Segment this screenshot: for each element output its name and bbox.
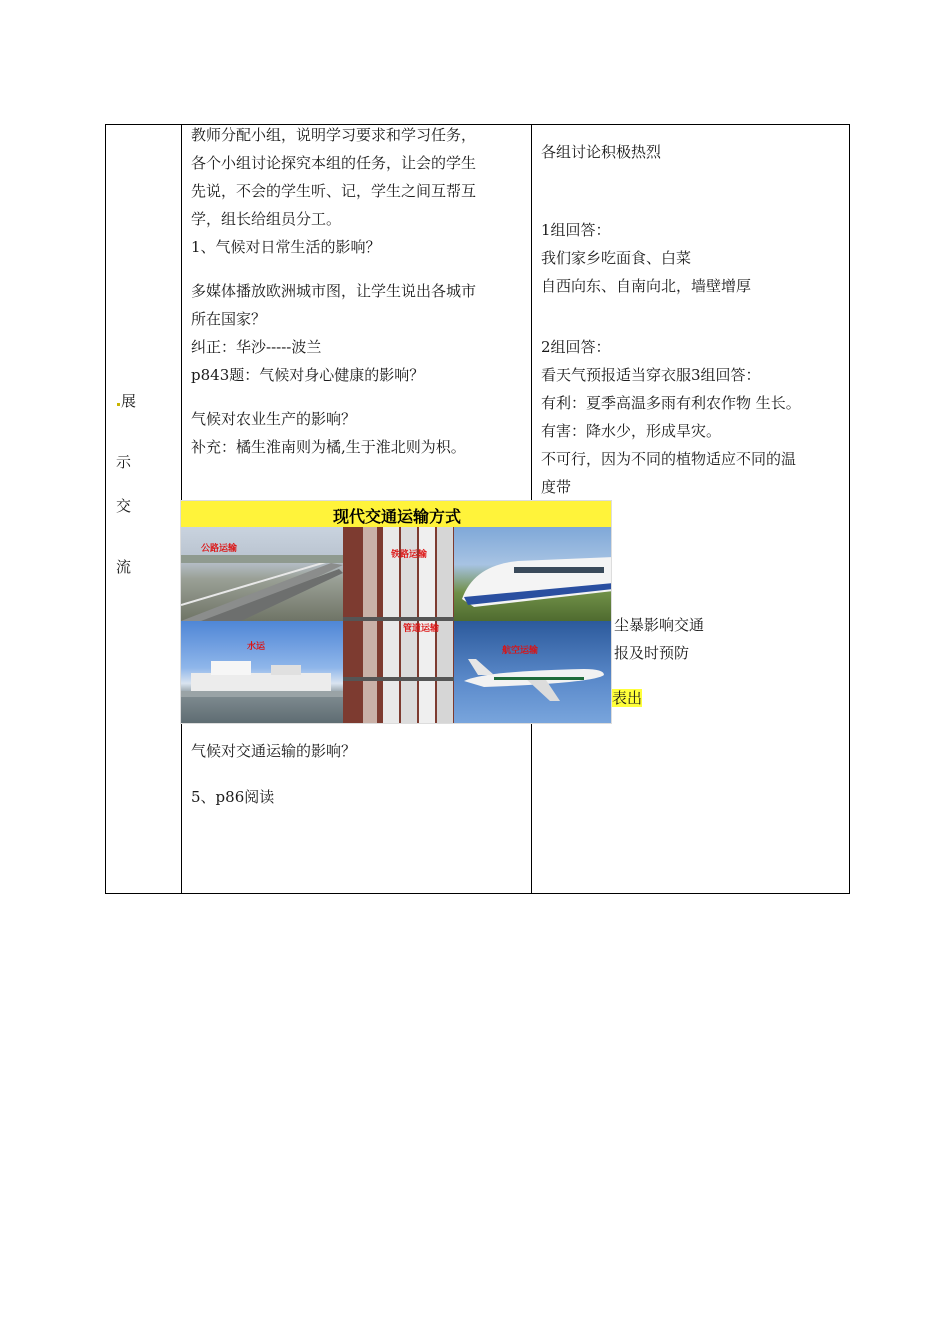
- road-label: 公路运输: [201, 544, 238, 554]
- teacher-text-line: 多媒体播放欧洲城市图，让学生说出各城市: [191, 282, 477, 300]
- train-photo: [454, 527, 612, 621]
- transport-collage-image: [180, 500, 612, 724]
- student-response-line: 不可行，因为不同的植物适应不同的温: [541, 450, 797, 468]
- collage-banner: [181, 501, 612, 527]
- reading-line: 5、p86阅读: [191, 788, 275, 806]
- section-label-char: 流: [116, 558, 132, 576]
- teacher-text-line: 各个小组讨论探究本组的任务，让会的学生: [191, 154, 477, 172]
- teacher-text-line: 教师分配小组，说明学习要求和学习任务，: [191, 126, 477, 144]
- student-response-line: 表出: [612, 689, 643, 707]
- teacher-text-line: 学，组长给组员分工。: [191, 210, 342, 228]
- student-response-line: 度带: [541, 478, 572, 496]
- question-line: 气候对农业生产的影响？: [191, 410, 357, 428]
- pipeline-label: 管道运输: [403, 624, 440, 634]
- airplane-photo: [454, 621, 612, 724]
- student-response-line: 有害：降水少，形成旱灾。: [541, 422, 722, 440]
- question-line: p843题：气候对身心健康的影响？: [191, 366, 425, 384]
- student-response-line: 自西向东、自南向北，墙壁增厚: [541, 277, 752, 295]
- teacher-text-line: 所在国家？: [191, 310, 267, 328]
- student-response-line: 尘暴影响交通: [614, 616, 705, 634]
- teacher-text-line: 先说，不会的学生听、记，学生之间互帮互: [191, 182, 477, 200]
- supplement-line: 补充：橘生淮南则为橘,生于淮北则为枳。: [191, 438, 466, 456]
- section-label-char: 展: [116, 390, 136, 411]
- water-transport-photo: [181, 621, 343, 724]
- pipeline-photo: [343, 527, 454, 724]
- student-response-line: 各组讨论积极热烈: [541, 143, 662, 161]
- student-response-line: 我们家乡吃面食、白菜: [541, 249, 692, 267]
- road-photo: [181, 527, 343, 621]
- question-line: 气候对交通运输的影响？: [191, 742, 357, 760]
- student-response-line: 报及时预防: [614, 644, 690, 662]
- collage-title: 现代交通运输方式: [332, 507, 461, 526]
- question-line: 1、气候对日常生活的影响？: [191, 238, 381, 256]
- student-response-line: 2组回答：: [541, 338, 611, 356]
- water-label: 水运: [247, 642, 266, 652]
- rail-label: 铁路运输: [391, 550, 428, 560]
- section-label-char: 交: [116, 497, 132, 515]
- correction-line: 纠正：华沙-----波兰: [191, 338, 322, 356]
- student-response-line: 看天气预报适当穿衣服3组回答：: [541, 366, 761, 384]
- section-label-char: 示: [116, 453, 132, 471]
- student-response-line: 1组回答：: [541, 221, 611, 239]
- air-label: 航空运输: [502, 646, 539, 656]
- student-response-line: 有利：夏季高温多雨有利农作物 生长。: [541, 394, 801, 412]
